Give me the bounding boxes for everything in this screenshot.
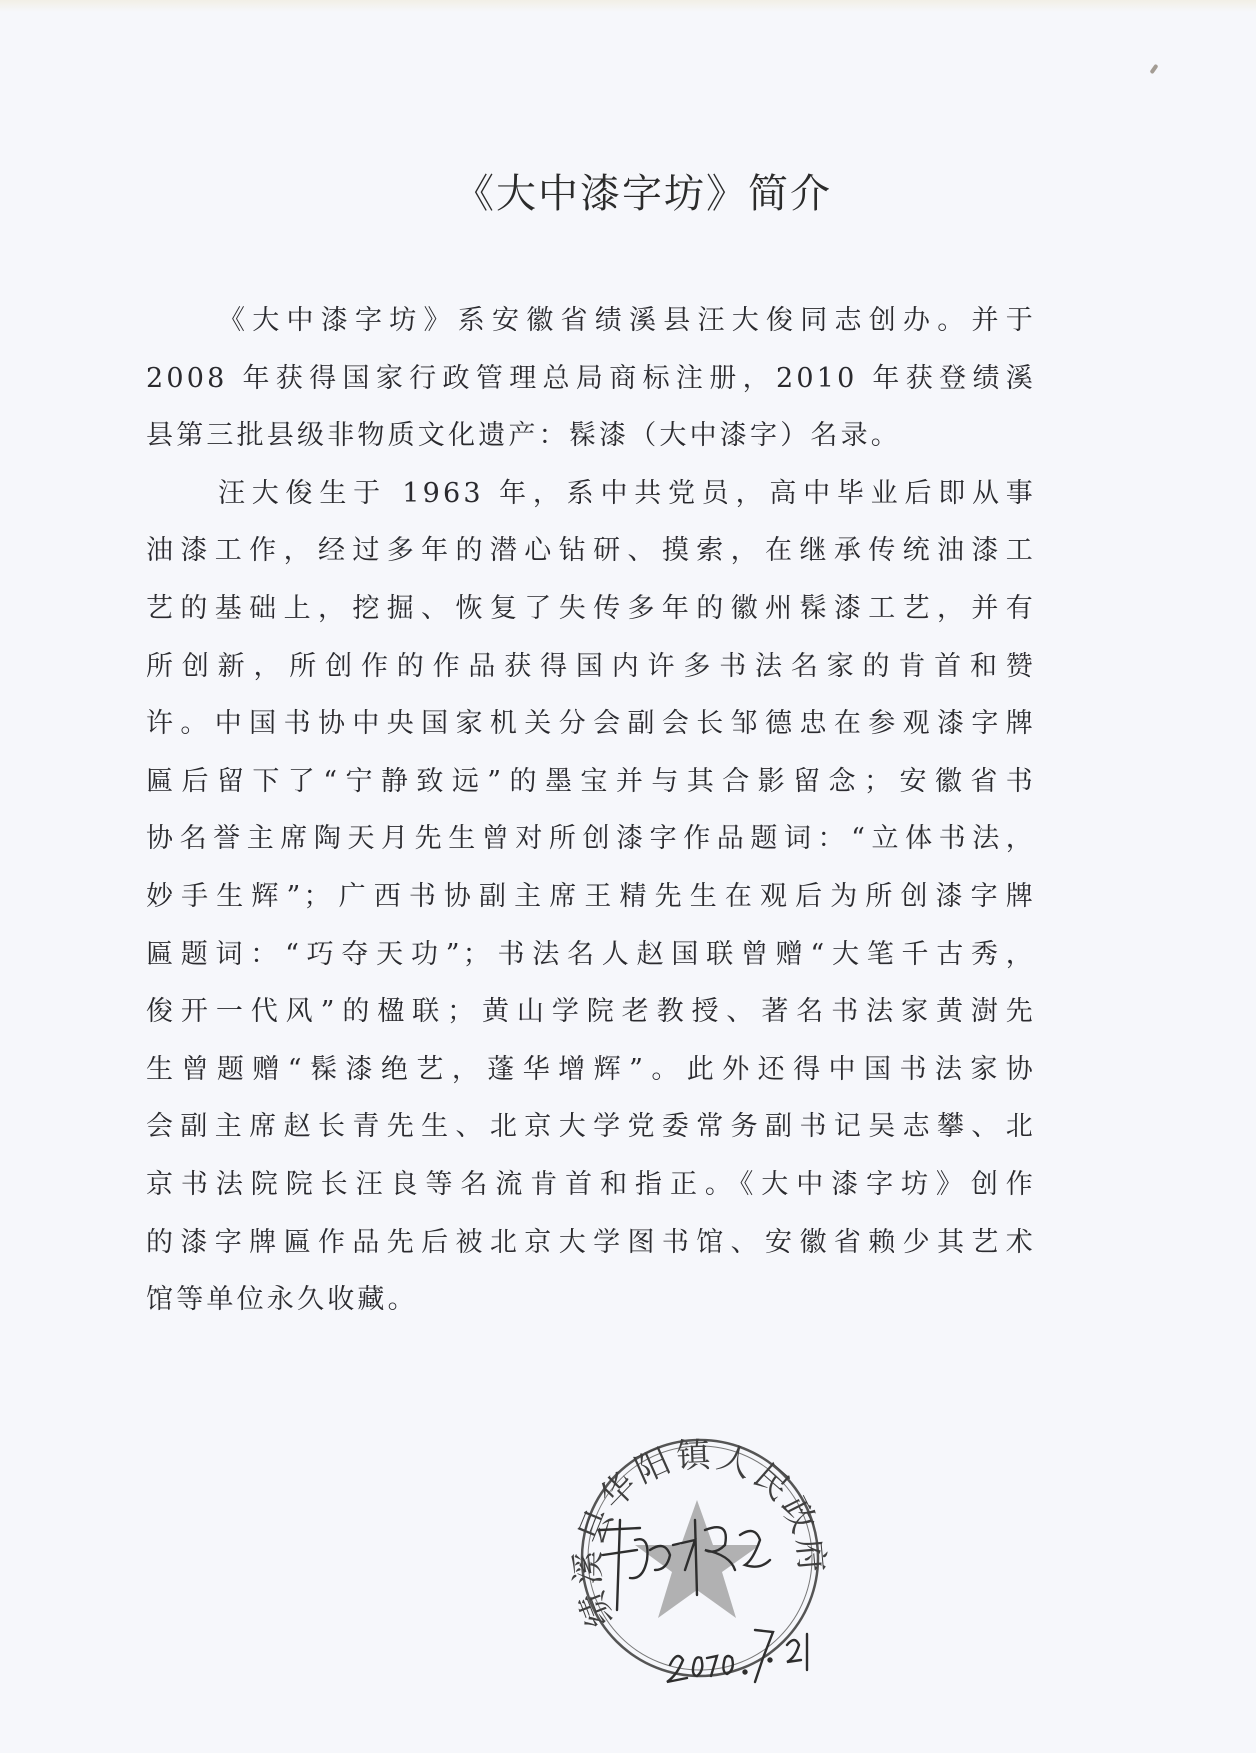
seal-text: 绩溪县华阳镇人民政府	[568, 1435, 832, 1633]
text-line: 汪大俊生于 1963 年，系中共党员，高中毕业后即从事	[218, 477, 1036, 509]
text-line: 《大中漆字坊》系安徽省绩溪县汪大俊同志创办。并于	[218, 305, 1036, 336]
text-line: 匾题词：“巧夺天功”；书法名人赵国联曾赠“大笔千古秀，	[146, 938, 1036, 970]
text-line: 艺的基础上，挖掘、恢复了失传多年的徽州髹漆工艺，并有	[146, 592, 1036, 624]
text-line: 妙手生辉”；广西书协副主席王精先生在观后为所创漆字牌	[146, 880, 1036, 912]
text-line: 油漆工作，经过多年的潜心钻研、摸索，在继承传统油漆工	[146, 535, 1036, 567]
text-line: 的漆字牌匾作品先后被北京大学图书馆、安徽省赖少其艺术	[146, 1226, 1036, 1258]
text-line: 所创新，所创作的作品获得国内许多书法名家的肯首和赞	[146, 650, 1036, 682]
text-line: 许。中国书协中央国家机关分会副会长邹德忠在参观漆字牌	[146, 708, 1036, 740]
text-line: 俊开一代风”的楹联；黄山学院老教授、著名书法家黄澍先	[146, 996, 1036, 1028]
page-title: 《大中漆字坊》简介	[454, 171, 832, 217]
text-line: 匾后留下了“宁静致远”的墨宝并与其合影留念；安徽省书	[146, 765, 1036, 797]
text-line: 京书法院院长汪良等名流肯首和指正。《大中漆字坊》创作	[146, 1168, 1036, 1200]
official-seal	[555, 1420, 845, 1700]
text-line: 生曾题赠“髹漆绝艺，蓬华增辉”。此外还得中国书法家协	[146, 1053, 1036, 1085]
document-body	[146, 292, 1036, 1329]
text-line: 会副主席赵长青先生、北京大学党委常务副书记吴志攀、北	[146, 1111, 1036, 1143]
text-line: 协名誉主席陶天月先生曾对所创漆字作品题词：“立体书法，	[146, 823, 1036, 855]
text-line: 馆等单位永久收藏。	[146, 1284, 418, 1316]
seal-icon	[555, 1420, 845, 1700]
scan-speck	[1149, 64, 1158, 74]
star-icon	[635, 1500, 760, 1618]
text-line: 县第三批县级非物质文化遗产：髹漆（大中漆字）名录。	[146, 420, 901, 452]
scan-edge	[0, 0, 1256, 12]
text-line: 2008 年获得国家行政管理总局商标注册，2010 年获登绩溪	[146, 362, 1036, 394]
